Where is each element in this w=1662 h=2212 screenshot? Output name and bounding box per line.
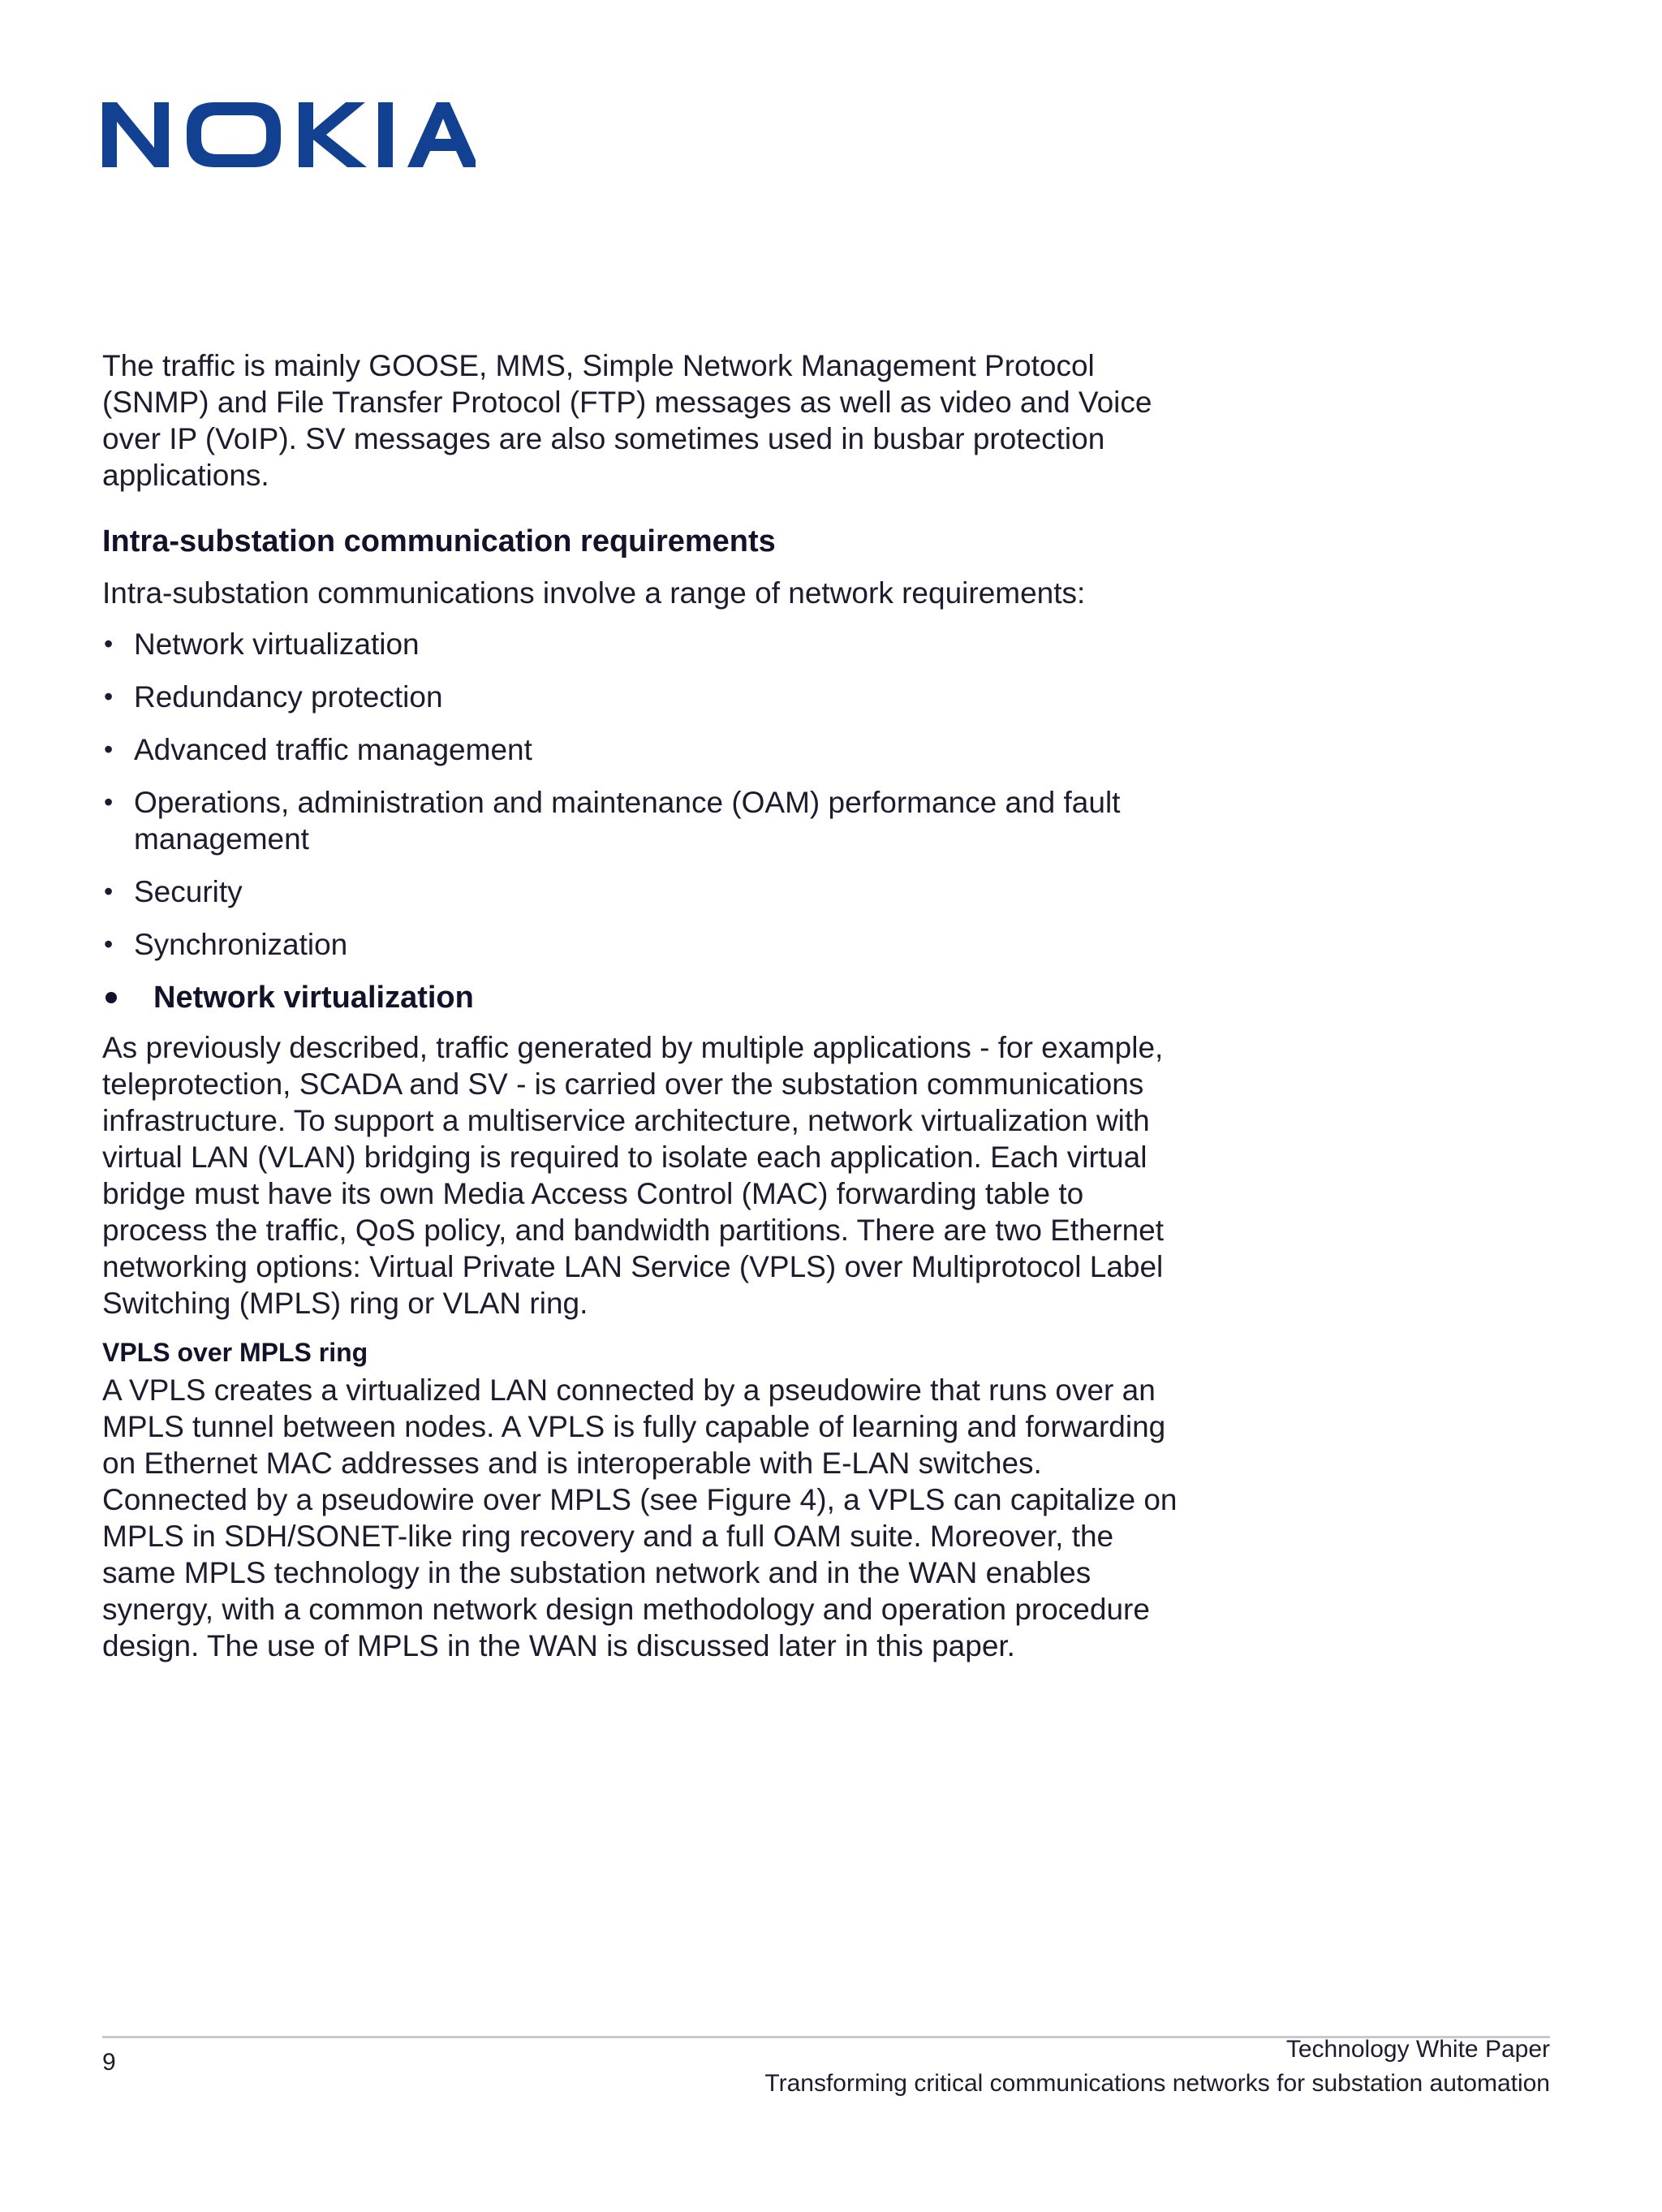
footer-doc-type: Technology White Paper bbox=[1285, 2036, 1550, 2063]
bullet-icon: • bbox=[104, 629, 114, 658]
footer-doc-title: Transforming critical communications networks for substation automation bbox=[764, 2070, 1550, 2097]
subsection-heading-vpls: VPLS over MPLS ring bbox=[102, 1338, 368, 1367]
list-item: • Advanced traffic management bbox=[104, 733, 532, 766]
nokia-logo bbox=[102, 102, 476, 167]
requirements-intro: Intra-substation communications involve a range of network requirements: bbox=[102, 576, 1086, 610]
list-item: • Redundancy protection bbox=[104, 680, 443, 714]
requirements-list bbox=[102, 626, 1182, 963]
bullet-icon: • bbox=[104, 929, 114, 959]
intro-paragraph: The traffic is mainly GOOSE, MMS, Simple Network Management Protocol (SNMP) and File Transfer Protocol (FTP) messages as well as video and Voice over IP (VoIP). SV messages are also sometimes used in busbar protection applications. bbox=[102, 349, 1152, 492]
section-heading-requirements: Intra-substation communication requirements bbox=[102, 524, 776, 558]
section-heading-virtualization: Network virtualization bbox=[102, 979, 1182, 1016]
list-item: • Network virtualization bbox=[104, 627, 420, 661]
list-item: • Security bbox=[104, 875, 243, 908]
main-content bbox=[102, 347, 1182, 1664]
page-number: 9 bbox=[102, 2049, 116, 2076]
bullet-icon bbox=[105, 992, 117, 1003]
list-item: • Synchronization bbox=[104, 928, 348, 961]
bullet-icon: • bbox=[104, 735, 114, 764]
virtualization-paragraph: As previously described, traffic generated by multiple applications - for example, teleprotection, SCADA and SV - is carried over the substation communications infrastructure. To support a multiservice architecture, network virtualization with virtual LAN (VLAN) bridging is required to isolate each application. Each virtual bridge must have its own Media Access Control (MAC) forwarding table to process the traffic, QoS policy, and bandwidth partitions. There are two Ethernet networking options: Virtual Private LAN Service (VPLS) over Multiprotocol Label Switching (MPLS) ring or VLAN ring. bbox=[102, 1031, 1165, 1320]
list-item: • Operations, administration and maintenance (OAM) performance and fault management bbox=[104, 786, 1121, 856]
bullet-icon: • bbox=[104, 877, 114, 906]
footer-document-info bbox=[764, 2033, 1550, 2101]
vpls-paragraph: A VPLS creates a virtualized LAN connected by a pseudowire that runs over an MPLS tunnel between nodes. A VPLS is fully capable of learning and forwarding on Ethernet MAC addresses and is interoperable with E-LAN switches. Connected by a pseudowire over MPLS (see Figure 4), a VPLS can capitalize on MPLS in SDH/SONET-like ring recovery and a full OAM suite. Moreover, the same MPLS technology in the substation network and in the WAN enables synergy, with a common network design methodology and operation procedure design. The use of MPLS in the WAN is discussed later in this paper. bbox=[102, 1373, 1178, 1662]
bullet-icon: • bbox=[104, 682, 114, 711]
bullet-icon: • bbox=[104, 787, 114, 817]
